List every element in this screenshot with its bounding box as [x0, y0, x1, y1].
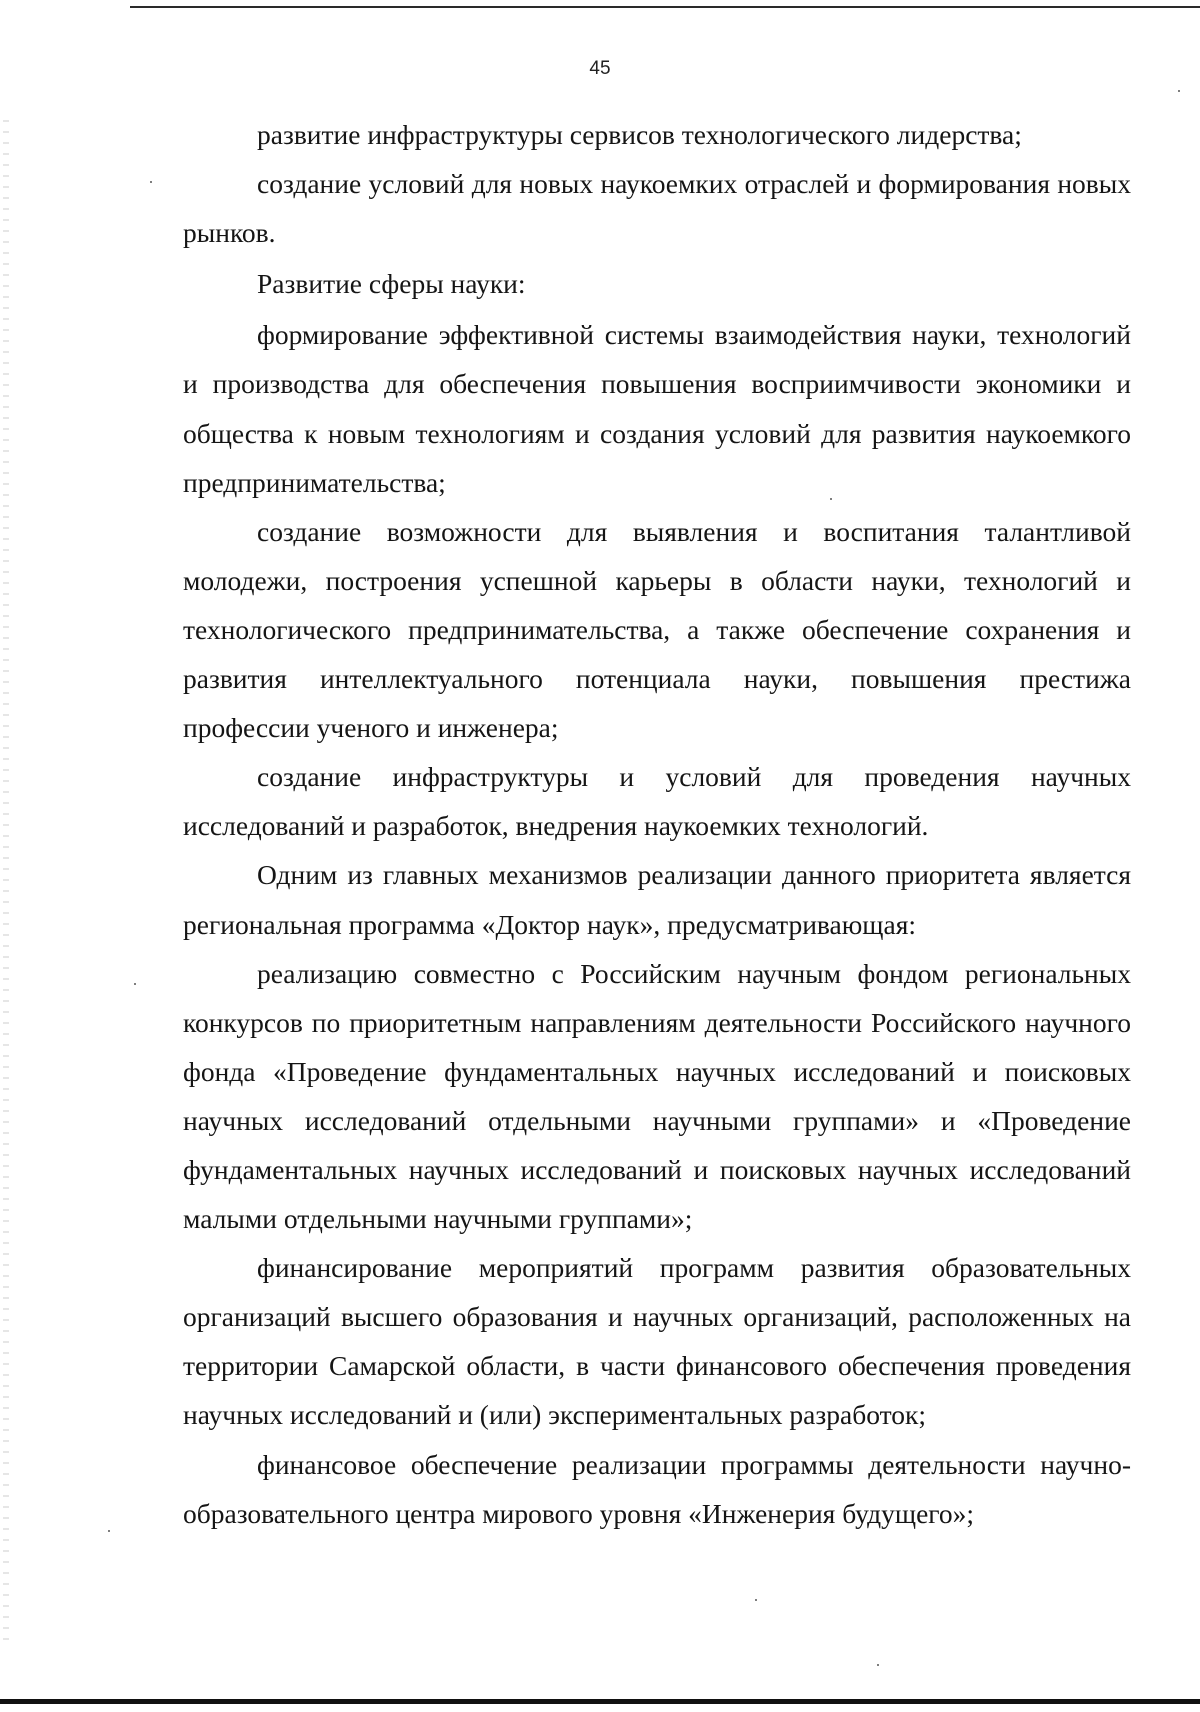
paragraph: развитие инфраструктуры сервисов технологического лидерства; — [257, 119, 1022, 150]
scan-dust-speck — [134, 983, 136, 985]
document-body — [183, 110, 1131, 1538]
scan-dust-speck — [830, 498, 832, 500]
paragraph: создание возможности для выявления и воспитания талантливой молодежи, построения успешной карьеры в области науки, технологий и технологического предпринимательства, а также обеспечение сохранения и развития интеллектуального потенциала науки, повышения престижа профессии ученого и инженера; — [183, 515, 1131, 744]
scan-edge-artifact — [3, 120, 9, 1640]
scan-dust-speck — [108, 1530, 110, 1532]
scan-dust-speck — [755, 1599, 757, 1601]
paragraph: финансовое обеспечение реализации программы деятельности научно-образовательного центра мирового уровня «Инженерия будущего»; — [183, 1448, 1131, 1529]
scan-dust-speck — [877, 1664, 879, 1666]
paragraph: реализацию совместно с Российским научным фондом региональных конкурсов по приоритетным направлениям деятельности Российского научного фонда «Проведение фундаментальных научных исследований и поисковых научных исследований отдельными научными группами» и «Проведение фундаментальных научных исследований и поисковых научных исследований малыми отдельными научными группами»; — [183, 957, 1131, 1235]
page-number: 45 — [589, 58, 611, 79]
section-heading: Развитие сферы науки: — [257, 268, 526, 300]
paragraph: формирование эффективной системы взаимодействия науки, технологий и производства для обеспечения повышения восприимчивости экономики и общества к новым технологиям и создания условий для развития наукоемкого предпринимательства; — [183, 319, 1131, 498]
paragraph: Одним из главных механизмов реализации данного приоритета является региональная программа «Доктор наук», предусматривающая: — [183, 859, 1131, 940]
paragraph: создание инфраструктуры и условий для проведения научных исследований и разработок, внедрения наукоемких технологий. — [183, 761, 1131, 842]
paragraph: финансирование мероприятий программ развития образовательных организаций высшего образования и научных организаций, расположенных на территории Самарской области, в части финансового обеспечения проведения научных исследований и (или) экспериментальных разработок; — [183, 1252, 1131, 1431]
bottom-scan-border — [0, 1699, 1200, 1704]
scan-dust-speck — [150, 181, 152, 183]
top-scan-border — [130, 6, 1200, 8]
paragraph: создание условий для новых наукоемких отраслей и формирования новых рынков. — [183, 168, 1131, 249]
scan-dust-speck — [1178, 90, 1180, 92]
